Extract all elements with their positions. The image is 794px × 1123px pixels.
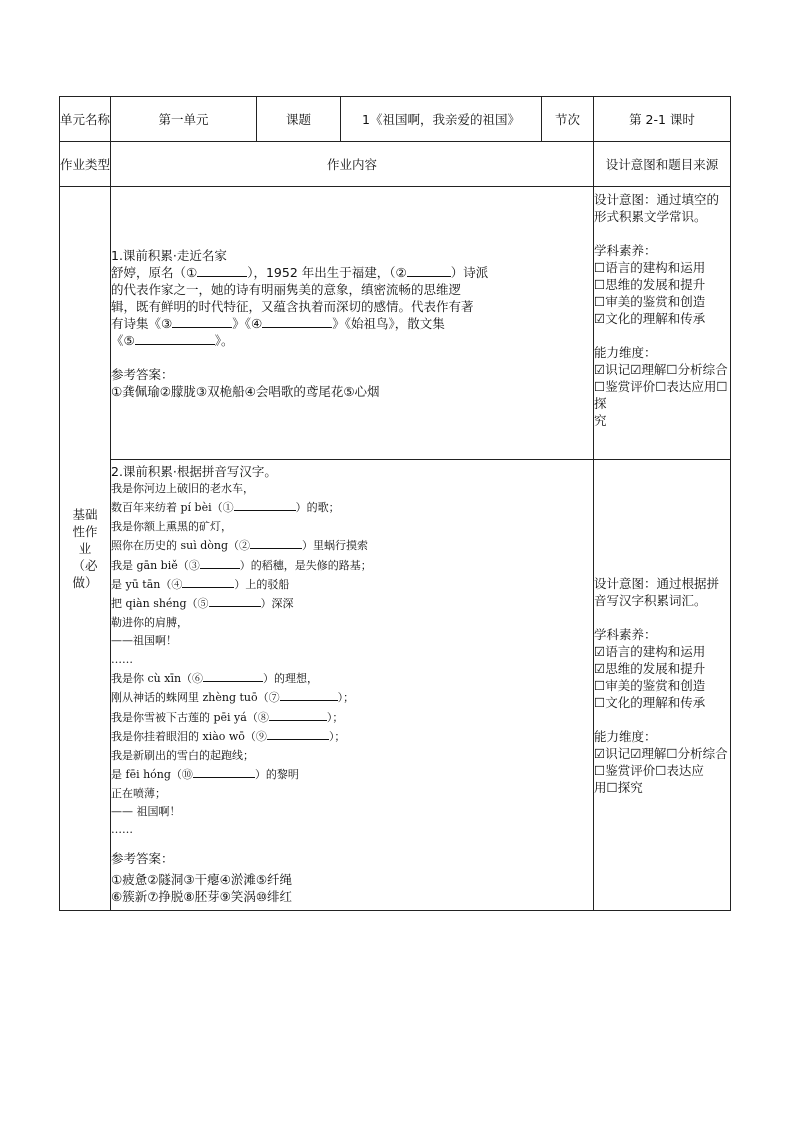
q2-answer-label: 参考答案：	[111, 850, 174, 866]
q2-intent-cell	[594, 460, 731, 911]
q1-literacy-3[interactable]: ☐审美的鉴赏和创造	[594, 294, 706, 309]
q2-literacy-4[interactable]: ☐文化的理解和传承	[594, 694, 706, 710]
q1-text: ）诗派	[450, 264, 489, 280]
question-row-2	[60, 460, 731, 911]
poem-line	[111, 536, 593, 555]
q1-ability-2[interactable]: ☐鉴赏评价☐表达应用☐探	[594, 379, 728, 411]
poem-text: ）上的驳船	[234, 578, 290, 592]
q1-text: 》。	[214, 332, 234, 348]
poem-line: ——祖国啊！	[111, 634, 177, 648]
poem-text: 是 yū tān（④	[111, 578, 183, 592]
unit-value: 第一单元	[111, 97, 257, 142]
poem-text: 数百年来纺着 pí bèi（①	[111, 501, 234, 515]
unit-label: 单元名称	[60, 97, 111, 142]
q1-literacy-2[interactable]: ☐思维的发展和提升	[594, 277, 706, 292]
poem-line	[111, 708, 593, 727]
content-label: 作业内容	[111, 142, 594, 187]
category-label	[60, 187, 111, 911]
period-label: 节次	[542, 97, 594, 142]
header-row	[60, 97, 731, 142]
q1-text: 》《④	[232, 315, 263, 331]
blank-q2-10[interactable]	[193, 765, 255, 778]
q2-literacy-label: 学科素养：	[594, 626, 657, 642]
poem-line	[111, 727, 593, 746]
poem-line	[111, 688, 593, 707]
poem-line: ……	[111, 823, 133, 837]
poem-line	[111, 556, 593, 575]
blank-q2-9[interactable]	[267, 727, 329, 740]
poem-text: ）；	[328, 730, 346, 744]
poem-line	[111, 498, 593, 517]
poem-line: 正在喷薄；	[111, 786, 166, 800]
topic-value: 1《祖国啊，我亲爱的祖国》	[341, 97, 542, 142]
q1-text: 舒婷，原名（①	[111, 264, 198, 280]
topic-label: 课题	[257, 97, 341, 142]
blank-3[interactable]	[172, 315, 232, 328]
poem-line: 我是你额上熏黑的矿灯，	[111, 519, 232, 533]
blank-q2-7[interactable]	[280, 688, 338, 701]
poem-text: 刚从神话的蛛网里 zhèng tuō（⑦	[111, 691, 280, 705]
q2-literacy-2[interactable]: ☑思维的发展和提升	[594, 660, 706, 676]
intent-label: 设计意图和题目来源	[594, 142, 731, 187]
poem-line	[111, 669, 593, 688]
q1-line-5	[111, 332, 593, 349]
q1-intent-cell	[594, 187, 731, 460]
blank-q2-8[interactable]	[269, 708, 327, 721]
poem-line	[111, 594, 593, 613]
q2-title: 2.课前积累·根据拼音写汉字。	[111, 464, 277, 479]
blank-q2-1[interactable]	[234, 498, 296, 511]
q2-content	[111, 460, 594, 911]
q1-text: 有诗集《③	[111, 315, 173, 331]
q2-poem	[111, 480, 593, 840]
poem-text: ）的歌；	[295, 501, 340, 515]
poem-line: 我是你河边上破旧的老水车，	[111, 482, 254, 495]
poem-text: ）；	[326, 710, 344, 724]
blank-5[interactable]	[135, 332, 215, 345]
poem-text: ）的黎明	[254, 768, 299, 782]
poem-line	[111, 575, 593, 594]
poem-text: 照你在历史的 suì dòng（②	[111, 539, 251, 553]
q1-line-2: 的代表作家之一，她的诗有明丽隽美的意象，缜密流畅的思维逻	[111, 281, 462, 297]
homework-table	[59, 96, 731, 911]
blank-q2-5[interactable]	[209, 594, 261, 607]
q1-line-1	[111, 264, 593, 281]
poem-line: ……	[111, 652, 133, 666]
q2-ability-3[interactable]: 用☐探究	[594, 779, 643, 795]
q1-content	[111, 187, 594, 460]
q2-ability-label: 能力维度：	[594, 728, 657, 744]
poem-line	[111, 765, 593, 784]
poem-text: ）深深	[260, 597, 294, 611]
blank-1[interactable]	[197, 264, 247, 277]
q2-literacy-3[interactable]: ☐审美的鉴赏和创造	[594, 677, 706, 693]
type-label: 作业类型	[60, 142, 111, 187]
q1-ability-1[interactable]: ☑识记☑理解☐分析综合	[594, 362, 728, 377]
q2-ability-2[interactable]: ☐鉴赏评价☐表达应	[594, 762, 704, 778]
poem-text: ）的理想，	[263, 672, 319, 686]
q1-line-3: 辑，既有鲜明的时代特征，又蕴含执着而深切的感情。代表作有著	[111, 298, 474, 314]
q2-answer-2: ⑥簇新⑦挣脱⑧胚芽⑨笑涡⑩绯红	[111, 888, 293, 904]
poem-text: ）里蜗行摸索	[302, 539, 369, 553]
poem-text: 我是你挂着眼泪的 xiào wō（⑨	[111, 730, 267, 744]
q1-text: 《⑤	[111, 332, 135, 348]
poem-text: 我是你雪被下古莲的 pēi yá（⑧	[111, 710, 269, 724]
q2-answer-1: ①疲惫②隧洞③干瘪④淤滩⑤纤绳	[111, 871, 293, 887]
q1-text: ），1952 年出生于福建，（②	[247, 264, 407, 280]
q1-literacy-1[interactable]: ☐语言的建构和运用	[594, 260, 706, 275]
question-row-1	[60, 187, 731, 460]
q1-answer-label: 参考答案：	[111, 366, 174, 382]
q1-intent: 设计意图：通过填空的形式积累文学常识。	[594, 192, 720, 224]
poem-text: 我是 gān biě（③	[111, 558, 200, 572]
blank-q2-3[interactable]	[200, 556, 240, 569]
q2-literacy-1[interactable]: ☑语言的建构和运用	[594, 643, 706, 659]
q2-ability-1[interactable]: ☑识记☑理解☐分析综合	[594, 745, 728, 761]
poem-text: 是 fēi hóng（⑩	[111, 768, 193, 782]
q1-text: 》《始祖鸟》，散文集	[332, 315, 445, 331]
category-text: 基础性作业（必做）	[72, 507, 98, 590]
q1-title: 1.课前积累·走近名家	[111, 247, 227, 263]
q2-intent: 设计意图：通过根据拼音写汉字积累词汇。	[594, 575, 720, 608]
poem-text: 把 qiàn shéng（⑤	[111, 597, 209, 611]
poem-line: 我是新刷出的雪白的起跑线；	[111, 748, 254, 762]
q1-answer: ①龚佩瑜②朦胧③双桅船④会唱歌的鸢尾花⑤心烟	[111, 383, 380, 399]
blank-q2-2[interactable]	[250, 536, 302, 549]
q1-ability-3[interactable]: 究	[594, 413, 607, 428]
column-header-row	[60, 142, 731, 187]
q1-ability-label: 能力维度：	[594, 345, 657, 360]
blank-4[interactable]	[262, 315, 332, 328]
poem-text: ）的稻穗，是失修的路基；	[239, 558, 372, 572]
poem-line: 勒进你的肩膊，	[111, 615, 188, 629]
blank-q2-6[interactable]	[203, 669, 263, 682]
q1-literacy-label: 学科素养：	[594, 243, 657, 258]
period-value: 第 2-1 课时	[594, 97, 731, 142]
q1-literacy-4[interactable]: ☑文化的理解和传承	[594, 311, 706, 326]
poem-text: ）；	[337, 691, 355, 705]
poem-text: 我是你 cù xīn（⑥	[111, 672, 204, 686]
blank-2[interactable]	[407, 264, 451, 277]
poem-line: —— 祖国啊！	[111, 804, 181, 818]
blank-q2-4[interactable]	[182, 575, 234, 588]
q1-line-4	[111, 315, 593, 332]
